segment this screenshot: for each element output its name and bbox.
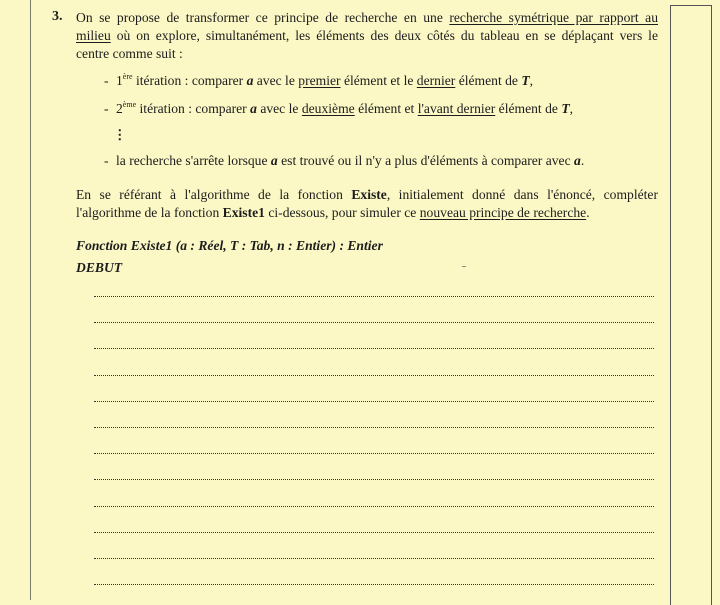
bullet-iteration-1: - 1ère itération : comparer a avec le premier élément et le dernier élément de T, — [104, 72, 534, 88]
bullet-stop-condition: - la recherche s'arrête lorsque a est trouvé ou il n'y a plus d'éléments à comparer avec a. — [104, 153, 585, 168]
answer-dotted-line[interactable] — [94, 477, 654, 480]
answer-dotted-line[interactable] — [94, 425, 654, 428]
question-intro — [76, 9, 658, 63]
answer-dotted-line[interactable] — [94, 346, 654, 349]
intro-line-3: centre comme suit : — [76, 46, 183, 61]
answer-dotted-line[interactable] — [94, 320, 654, 323]
answer-dotted-line[interactable] — [94, 373, 654, 376]
answer-dotted-line[interactable] — [94, 294, 654, 297]
grading-margin-box — [670, 5, 712, 605]
pencil-mark — [462, 266, 466, 267]
answer-dotted-line[interactable] — [94, 556, 654, 559]
function-signature: Fonction Existe1 (a : Réel, T : Tab, n : Entier) : Entier — [76, 238, 383, 253]
question-number: 3. — [52, 9, 63, 24]
intro-line-2: milieu où on explore, simultanément, les éléments des deux côtés du tableau en se déplaçant vers le — [76, 28, 658, 43]
answer-dotted-line[interactable] — [94, 451, 654, 454]
instruction-paragraph — [76, 186, 658, 222]
instruction-line-2: l'algorithme de la fonction Existe1 ci-dessous, pour simuler ce nouveau principe de recherche. — [76, 205, 590, 220]
left-margin-rule — [30, 0, 31, 600]
answer-dotted-line[interactable] — [94, 399, 654, 402]
debut-keyword: DEBUT — [76, 260, 123, 275]
intro-line-1: On se propose de transformer ce principe de recherche en une recherche symétrique par rapport au — [76, 10, 658, 25]
answer-dotted-line[interactable] — [94, 530, 654, 533]
answer-dotted-line[interactable] — [94, 504, 654, 507]
vertical-ellipsis: ⋮ — [113, 127, 127, 142]
bullet-iteration-2: - 2ème itération : comparer a avec le deuxième élément et l'avant dernier élément de T, — [104, 100, 574, 116]
instruction-line-1: En se référant à l'algorithme de la fonction Existe, initialement donné dans l'énoncé, compléter — [76, 187, 658, 202]
answer-dotted-line[interactable] — [94, 582, 654, 585]
